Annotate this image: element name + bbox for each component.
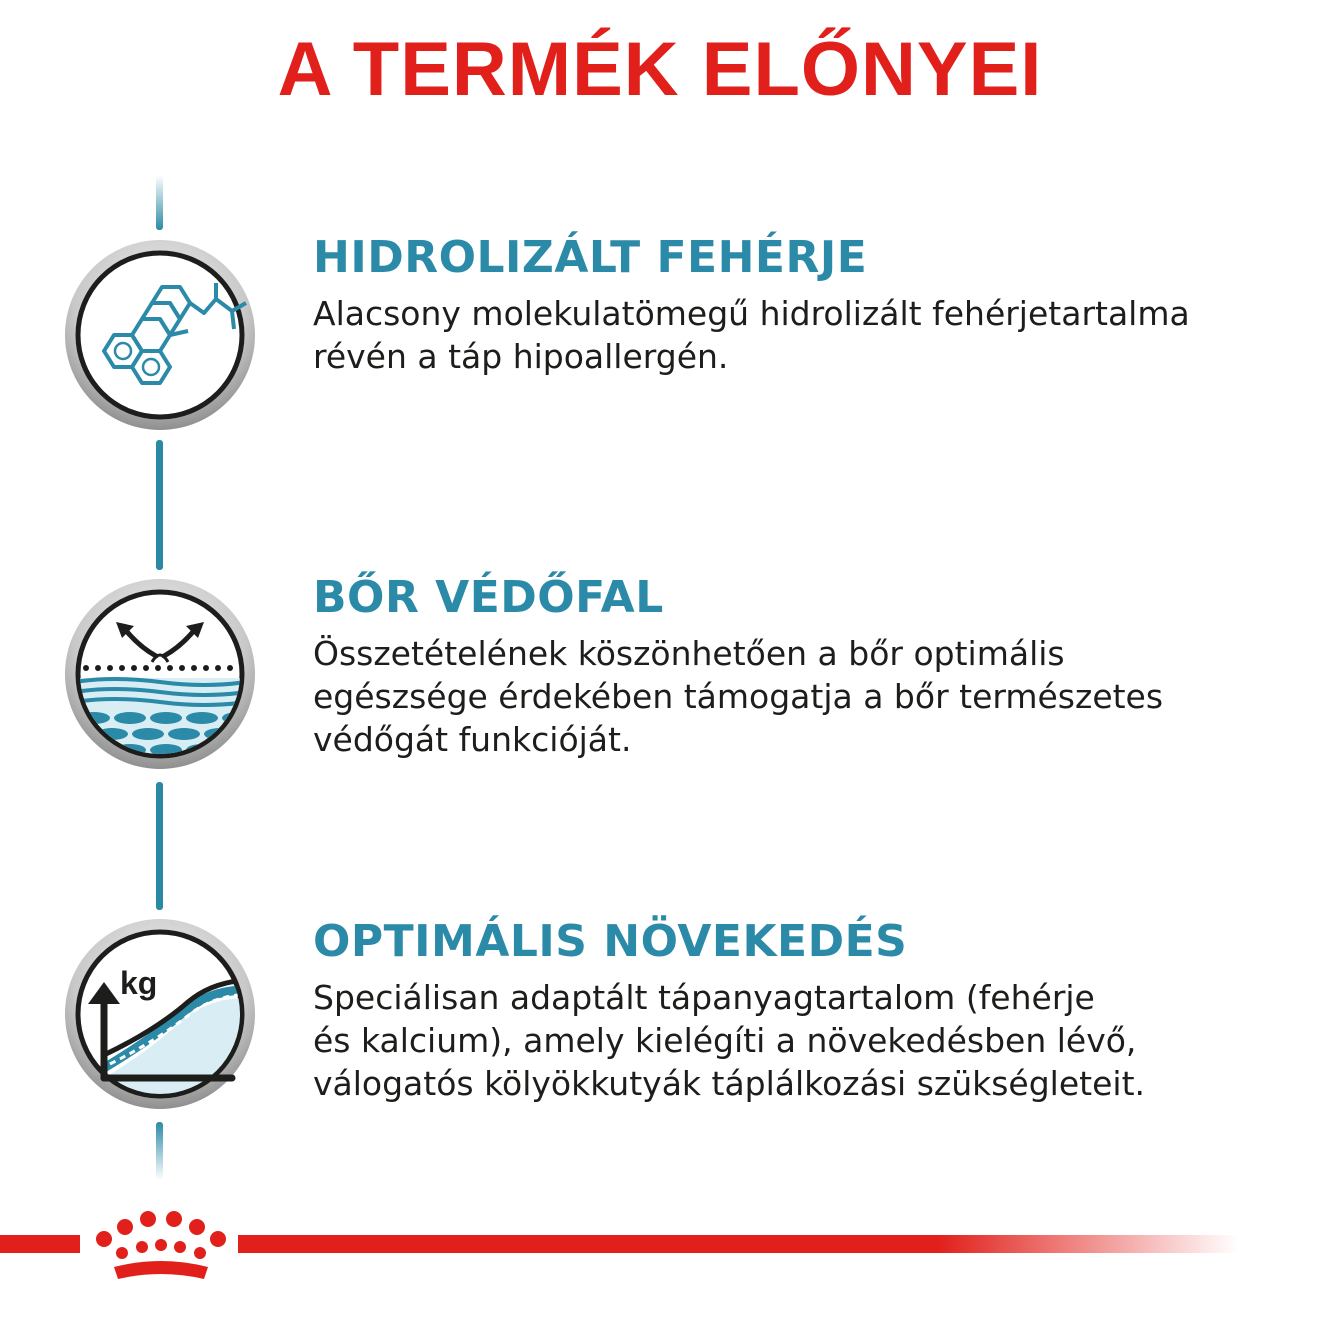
description-line: révén a táp hipoallergén.: [313, 337, 729, 376]
benefit-description: [313, 632, 1303, 761]
skin-barrier-icon: [64, 578, 256, 770]
timeline-segment: [156, 1122, 163, 1180]
description-line: Alacsony molekulatömegű hidrolizált fehérjetartalma: [313, 294, 1190, 333]
benefit-heading: BŐR VÉDŐFAL: [313, 572, 664, 623]
benefit-description: [313, 292, 1303, 378]
timeline-segment: [156, 175, 163, 230]
timeline-segment: [156, 782, 163, 910]
description-line: védőgát funkcióját.: [313, 720, 632, 759]
page-title: A TERMÉK ELŐNYEI: [277, 27, 1043, 112]
weight-growth-icon: [64, 918, 256, 1110]
description-line: Összetételének köszönhetően a bőr optimális: [313, 634, 1065, 673]
description-line: és kalcium), amely kielégíti a növekedésben lévő,: [313, 1021, 1137, 1060]
description-line: Speciálisan adaptált tápanyagtartalom (fehérje: [313, 978, 1095, 1017]
brand-line-left: [0, 1235, 80, 1253]
molecule-icon: [64, 239, 256, 431]
benefit-heading: HIDROLIZÁLT FEHÉRJE: [313, 232, 868, 283]
description-line: válogatós kölyökkutyák táplálkozási szükségleteit.: [313, 1064, 1145, 1103]
royal-canin-crown-logo: [92, 1205, 230, 1285]
benefit-heading: OPTIMÁLIS NÖVEKEDÉS: [313, 916, 908, 967]
benefit-description: [313, 976, 1303, 1105]
timeline-segment: [156, 440, 163, 570]
icon-kg-label: kg: [120, 965, 158, 1001]
brand-line-right: [238, 1235, 1238, 1253]
description-line: egészsége érdekében támogatja a bőr természetes: [313, 677, 1164, 716]
